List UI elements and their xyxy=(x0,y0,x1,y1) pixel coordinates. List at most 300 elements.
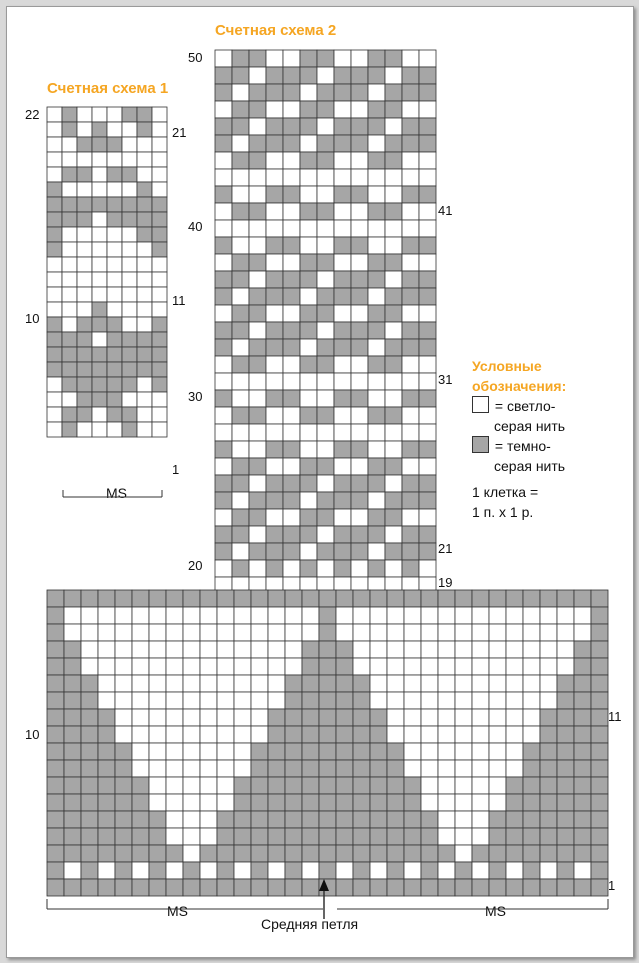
chart2-cell xyxy=(283,339,300,356)
chart2-cell xyxy=(249,424,266,441)
chart3-cell xyxy=(319,760,336,777)
chart3-cell xyxy=(591,590,608,607)
chart3-cell xyxy=(132,641,149,658)
chart2-cell xyxy=(283,424,300,441)
chart1-cell xyxy=(122,227,137,242)
chart1-cell xyxy=(77,272,92,287)
chart1-cell xyxy=(92,347,107,362)
chart3-cell xyxy=(574,658,591,675)
chart2-cell xyxy=(283,305,300,322)
chart3-cell xyxy=(455,726,472,743)
chart2-cell xyxy=(351,560,368,577)
chart3-cell xyxy=(387,879,404,896)
chart3-cell xyxy=(132,828,149,845)
chart2-cell xyxy=(215,203,232,220)
chart1-cell xyxy=(62,287,77,302)
chart2-cell xyxy=(334,152,351,169)
chart2-cell xyxy=(266,441,283,458)
chart3-cell xyxy=(370,760,387,777)
chart1-cell xyxy=(107,212,122,227)
chart1-cell xyxy=(107,227,122,242)
chart2-cell xyxy=(300,288,317,305)
chart3-cell xyxy=(115,828,132,845)
chart2-row-label-31: 31 xyxy=(438,372,453,387)
chart2-cell xyxy=(283,475,300,492)
chart3-cell xyxy=(523,777,540,794)
chart3-cell xyxy=(200,862,217,879)
chart3-cell xyxy=(234,811,251,828)
chart2-cell xyxy=(249,492,266,509)
chart2-cell xyxy=(266,254,283,271)
chart3-cell xyxy=(540,777,557,794)
chart3-cell xyxy=(217,777,234,794)
chart1-cell xyxy=(77,242,92,257)
chart3-cell xyxy=(336,828,353,845)
chart2-cell xyxy=(419,305,436,322)
chart3-cell xyxy=(540,641,557,658)
chart2-cell xyxy=(419,169,436,186)
chart3-cell xyxy=(200,624,217,641)
chart3-cell xyxy=(591,743,608,760)
chart3-cell xyxy=(421,811,438,828)
chart2-cell xyxy=(266,84,283,101)
chart3-cell xyxy=(438,692,455,709)
chart2-cell xyxy=(368,322,385,339)
chart3-cell xyxy=(591,658,608,675)
chart2-cell xyxy=(232,543,249,560)
chart1-cell xyxy=(62,167,77,182)
chart2-cell xyxy=(419,67,436,84)
chart3-cell xyxy=(115,777,132,794)
chart3-cell xyxy=(132,862,149,879)
chart3-cell xyxy=(149,624,166,641)
chart3-cell xyxy=(472,641,489,658)
chart3-cell xyxy=(183,590,200,607)
chart2-cell xyxy=(283,288,300,305)
chart1-cell xyxy=(77,302,92,317)
chart2-cell xyxy=(215,169,232,186)
chart2-cell xyxy=(232,475,249,492)
chart1-cell xyxy=(92,257,107,272)
chart1-cell xyxy=(152,332,167,347)
chart3-cell xyxy=(472,862,489,879)
chart3-cell xyxy=(268,624,285,641)
chart3-cell xyxy=(200,879,217,896)
chart1-cell xyxy=(137,302,152,317)
chart2-cell xyxy=(232,50,249,67)
chart3-cell xyxy=(268,862,285,879)
chart3-cell xyxy=(438,794,455,811)
chart1-cell xyxy=(107,422,122,437)
chart2-cell xyxy=(317,118,334,135)
chart2-cell xyxy=(351,322,368,339)
chart3-cell xyxy=(285,862,302,879)
chart2-cell xyxy=(402,475,419,492)
chart3-cell xyxy=(557,879,574,896)
chart3-cell xyxy=(183,811,200,828)
chart2-cell xyxy=(402,169,419,186)
chart3-cell xyxy=(251,879,268,896)
chart3-cell xyxy=(370,641,387,658)
chart1-row-label-10: 10 xyxy=(25,311,40,326)
chart3-cell xyxy=(183,709,200,726)
chart3-cell xyxy=(421,709,438,726)
chart2-cell xyxy=(419,543,436,560)
chart2-cell xyxy=(368,424,385,441)
chart3-cell xyxy=(98,794,115,811)
chart3-cell xyxy=(557,590,574,607)
chart3-cell xyxy=(557,811,574,828)
chart1-cell xyxy=(137,137,152,152)
chart3-cell xyxy=(421,590,438,607)
chart1-cell xyxy=(122,242,137,257)
chart2-cell xyxy=(351,424,368,441)
chart2-cell xyxy=(300,509,317,526)
chart2-cell xyxy=(283,526,300,543)
chart2-cell xyxy=(385,220,402,237)
chart3-cell xyxy=(319,658,336,675)
chart2-cell xyxy=(334,169,351,186)
chart2-cell xyxy=(351,84,368,101)
chart2-cell xyxy=(317,50,334,67)
chart2-row-label-50: 50 xyxy=(188,50,203,65)
chart3-cell xyxy=(302,879,319,896)
chart3-cell xyxy=(319,675,336,692)
chart3-cell xyxy=(64,726,81,743)
chart3-cell xyxy=(98,879,115,896)
chart1-cell xyxy=(92,422,107,437)
chart2-cell xyxy=(419,424,436,441)
chart3-cell xyxy=(251,777,268,794)
chart3-cell xyxy=(166,709,183,726)
chart3-cell xyxy=(200,726,217,743)
chart1-cell xyxy=(152,407,167,422)
chart3-cell xyxy=(132,658,149,675)
chart2-cell xyxy=(368,101,385,118)
chart3-cell xyxy=(574,760,591,777)
chart2-cell xyxy=(283,322,300,339)
chart3-cell xyxy=(523,607,540,624)
chart3-cell xyxy=(217,607,234,624)
chart3-cell xyxy=(557,692,574,709)
chart3-cell xyxy=(149,675,166,692)
chart3-cell xyxy=(81,862,98,879)
chart3-cell xyxy=(251,794,268,811)
chart3-cell xyxy=(132,743,149,760)
chart2-cell xyxy=(385,424,402,441)
chart2-cell xyxy=(334,458,351,475)
chart3-cell xyxy=(183,726,200,743)
chart3-cell xyxy=(353,879,370,896)
chart2-cell xyxy=(334,67,351,84)
chart2-cell xyxy=(368,169,385,186)
chart2-cell xyxy=(249,509,266,526)
chart3-cell xyxy=(591,862,608,879)
legend-light-line2: серая нить xyxy=(494,418,566,434)
chart3-cell xyxy=(115,794,132,811)
chart3-cell xyxy=(336,590,353,607)
chart3-cell xyxy=(574,879,591,896)
chart3-cell xyxy=(47,777,64,794)
chart3-cell xyxy=(98,709,115,726)
chart3-cell xyxy=(523,658,540,675)
chart3-cell xyxy=(98,641,115,658)
chart3-cell xyxy=(251,760,268,777)
chart3-cell xyxy=(540,794,557,811)
chart3-cell xyxy=(183,828,200,845)
chart2-cell xyxy=(402,373,419,390)
chart2-cell xyxy=(419,441,436,458)
chart3-cell xyxy=(574,692,591,709)
chart3-cell xyxy=(319,624,336,641)
chart3-cell xyxy=(47,743,64,760)
chart2-cell xyxy=(351,152,368,169)
chart1-cell xyxy=(77,182,92,197)
chart2-cell xyxy=(317,407,334,424)
chart2-cell xyxy=(300,441,317,458)
chart2-cell xyxy=(368,288,385,305)
chart3-cell xyxy=(506,675,523,692)
chart2-row-label-19: 19 xyxy=(438,575,453,590)
chart3-cell xyxy=(81,828,98,845)
chart1-cell xyxy=(122,272,137,287)
chart2-cell xyxy=(419,237,436,254)
chart1-cell xyxy=(77,347,92,362)
chart3-cell xyxy=(81,879,98,896)
chart2-cell xyxy=(300,356,317,373)
chart1-cell xyxy=(47,167,62,182)
chart2-cell xyxy=(317,220,334,237)
chart3-cell xyxy=(472,845,489,862)
chart3-cell xyxy=(404,760,421,777)
chart2-cell xyxy=(317,84,334,101)
chart1-cell xyxy=(92,167,107,182)
chart3-cell xyxy=(336,777,353,794)
chart2-cell xyxy=(215,118,232,135)
chart2-cell xyxy=(317,543,334,560)
chart2-cell xyxy=(266,356,283,373)
chart2-cell xyxy=(300,203,317,220)
chart3-cell xyxy=(183,862,200,879)
chart3-cell xyxy=(217,879,234,896)
chart1-cell xyxy=(92,137,107,152)
chart3-cell xyxy=(217,692,234,709)
chart3-cell xyxy=(319,743,336,760)
chart2-cell xyxy=(368,407,385,424)
chart3-cell xyxy=(540,743,557,760)
chart2-cell xyxy=(317,526,334,543)
chart3-cell xyxy=(285,743,302,760)
chart3-cell xyxy=(591,777,608,794)
chart2-cell xyxy=(402,67,419,84)
chart3-cell xyxy=(421,794,438,811)
chart2-cell xyxy=(317,305,334,322)
chart2-cell xyxy=(300,458,317,475)
chart3-cell xyxy=(217,590,234,607)
chart3-cell xyxy=(268,879,285,896)
chart3-cell xyxy=(353,641,370,658)
chart3-cell xyxy=(370,777,387,794)
chart2-cell xyxy=(368,220,385,237)
chart1-cell xyxy=(62,242,77,257)
chart2-cell xyxy=(300,84,317,101)
chart1-cell xyxy=(92,122,107,137)
chart3-cell xyxy=(302,692,319,709)
chart2-cell xyxy=(317,271,334,288)
chart2-cell xyxy=(419,475,436,492)
chart2-cell xyxy=(334,407,351,424)
chart3-cell xyxy=(370,658,387,675)
chart3-cell xyxy=(268,794,285,811)
chart3-cell xyxy=(370,828,387,845)
chart3-cell xyxy=(336,794,353,811)
chart3-cell xyxy=(591,811,608,828)
chart3-cell xyxy=(98,845,115,862)
chart3-cell xyxy=(132,692,149,709)
chart3-cell xyxy=(64,777,81,794)
chart3-cell xyxy=(132,760,149,777)
chart3-cell xyxy=(217,658,234,675)
chart3-cell xyxy=(200,607,217,624)
chart2-cell xyxy=(402,186,419,203)
chart1-cell xyxy=(152,137,167,152)
chart2-cell xyxy=(385,475,402,492)
chart2-cell xyxy=(215,135,232,152)
chart2-cell xyxy=(351,509,368,526)
chart3-cell xyxy=(98,862,115,879)
chart3-cell xyxy=(523,692,540,709)
chart2-cell xyxy=(232,118,249,135)
chart1-cell xyxy=(77,287,92,302)
chart3-cell xyxy=(489,879,506,896)
chart2-cell xyxy=(283,373,300,390)
chart3-cell xyxy=(285,811,302,828)
chart3-cell xyxy=(404,794,421,811)
chart2-cell xyxy=(283,101,300,118)
chart3-cell xyxy=(251,692,268,709)
chart3-cell xyxy=(285,726,302,743)
chart3-cell xyxy=(591,726,608,743)
chart3-cell xyxy=(81,675,98,692)
chart2-cell xyxy=(385,458,402,475)
chart3-cell xyxy=(489,726,506,743)
chart3-cell xyxy=(557,760,574,777)
chart1-cell xyxy=(137,167,152,182)
chart3-cell xyxy=(319,590,336,607)
chart2-cell xyxy=(385,254,402,271)
chart1-cell xyxy=(77,407,92,422)
chart2-cell xyxy=(334,424,351,441)
chart1-cell xyxy=(77,227,92,242)
chart3-cell xyxy=(47,624,64,641)
chart3-cell xyxy=(540,845,557,862)
chart3-cell xyxy=(302,845,319,862)
legend-cell-line1: 1 клетка = xyxy=(472,484,539,500)
chart2-cell xyxy=(300,339,317,356)
chart3-cell xyxy=(353,760,370,777)
chart1-cell xyxy=(62,317,77,332)
chart3-cell xyxy=(591,879,608,896)
chart3-cell xyxy=(47,692,64,709)
chart1-cell xyxy=(62,182,77,197)
chart2-cell xyxy=(419,288,436,305)
chart3-cell xyxy=(523,624,540,641)
chart3-cell xyxy=(387,709,404,726)
chart2-cell xyxy=(334,560,351,577)
chart3-cell xyxy=(115,709,132,726)
chart1-cell xyxy=(77,212,92,227)
chart2-cell xyxy=(368,526,385,543)
chart2-cell xyxy=(232,186,249,203)
chart3-cell xyxy=(472,828,489,845)
chart1-cell xyxy=(152,377,167,392)
chart3-cell xyxy=(540,692,557,709)
chart1-cell xyxy=(92,182,107,197)
chart3-cell xyxy=(319,862,336,879)
chart1-cell xyxy=(107,377,122,392)
chart3-cell xyxy=(217,709,234,726)
chart2-cell xyxy=(232,254,249,271)
chart3-cell xyxy=(506,743,523,760)
chart3-cell xyxy=(132,624,149,641)
chart3-cell xyxy=(149,794,166,811)
chart3-cell xyxy=(251,658,268,675)
chart3-cell xyxy=(523,726,540,743)
chart3-cell xyxy=(149,641,166,658)
chart2-cell xyxy=(402,288,419,305)
chart3-cell xyxy=(387,692,404,709)
chart2-cell xyxy=(402,237,419,254)
chart1-cell xyxy=(137,392,152,407)
chart1-cell xyxy=(137,197,152,212)
chart3-cell xyxy=(149,743,166,760)
chart2-cell xyxy=(317,475,334,492)
chart1-cell xyxy=(122,107,137,122)
chart1-cell xyxy=(137,182,152,197)
chart1-cell xyxy=(137,107,152,122)
chart2-cell xyxy=(385,271,402,288)
chart1-cell xyxy=(122,182,137,197)
chart3-cell xyxy=(302,811,319,828)
chart1-cell xyxy=(77,377,92,392)
chart3-cell xyxy=(285,624,302,641)
chart2-cell xyxy=(351,305,368,322)
chart2-cell xyxy=(249,543,266,560)
chart3-cell xyxy=(200,743,217,760)
chart2-cell xyxy=(232,509,249,526)
chart3-cell xyxy=(251,726,268,743)
chart1-cell xyxy=(47,422,62,437)
chart2-cell xyxy=(215,390,232,407)
chart1-cell xyxy=(77,122,92,137)
chart2-cell xyxy=(419,458,436,475)
chart1-cell xyxy=(122,197,137,212)
chart3-cell xyxy=(353,726,370,743)
chart3-cell xyxy=(98,692,115,709)
chart2-cell xyxy=(317,169,334,186)
chart3-cell xyxy=(47,641,64,658)
chart3-cell xyxy=(353,845,370,862)
chart2-cell xyxy=(402,526,419,543)
chart2-cell xyxy=(249,288,266,305)
chart3-cell xyxy=(166,777,183,794)
chart2-cell xyxy=(266,203,283,220)
chart3-cell xyxy=(336,624,353,641)
chart1-cell xyxy=(107,167,122,182)
chart1-cell xyxy=(122,377,137,392)
chart2-cell xyxy=(215,67,232,84)
chart2-cell xyxy=(283,135,300,152)
